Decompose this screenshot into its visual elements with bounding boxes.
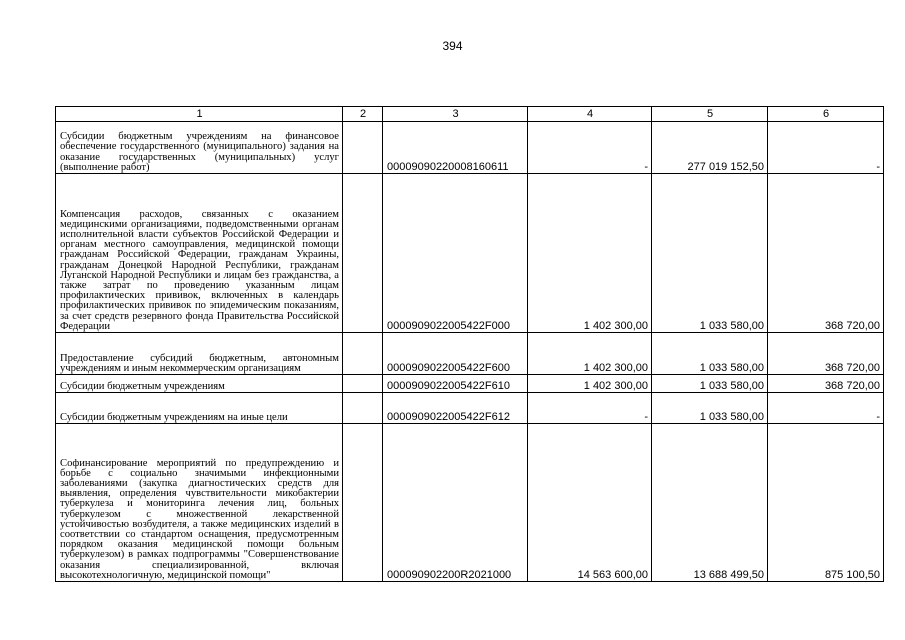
table-header-row bbox=[56, 107, 884, 122]
row-value-5: 1 033 580,00 bbox=[652, 375, 768, 393]
column-header: 2 bbox=[343, 107, 383, 122]
column-header: 4 bbox=[528, 107, 652, 122]
row-code: 000090902200R2021000 bbox=[383, 424, 528, 582]
row-name: Субсидии бюджетным учреждениям на финансовое обеспечение государственного (муниципального) задания на оказание государственных (муниципальных) услуг (выполнение работ) bbox=[56, 122, 343, 174]
table-row bbox=[56, 424, 884, 582]
row-value-4: - bbox=[528, 393, 652, 424]
row-value-5: 13 688 499,50 bbox=[652, 424, 768, 582]
row-value-5: 1 033 580,00 bbox=[652, 393, 768, 424]
row-name: Предоставление субсидий бюджетным, автономным учреждениям и иным некоммерческим организациям bbox=[56, 333, 343, 375]
column-header: 6 bbox=[768, 107, 884, 122]
row-value-6: - bbox=[768, 122, 884, 174]
row-code: 0000909022005422F610 bbox=[383, 375, 528, 393]
column-header: 3 bbox=[383, 107, 528, 122]
row-name: Компенсация расходов, связанных с оказанием медицинскими организациями, подведомственными органам исполнительной власти субъектов Российской Федерации и органам местного самоуправления, медицинской помощи гражданам Российской Федерации, гражданам Украины, гражданам Донецкой Народной Республики, гражданам Луганской Народной Республики и лицам без гражданства, а также затрат по проведению указанным лицам профилактических прививок, включенных в календарь профилактических прививок по эпидемическим показаниям, за счет средств резервного фонда Правительства Российской Федерации bbox=[56, 174, 343, 333]
row-name: Софинансирование мероприятий по предупреждению и борьбе с социально значимыми инфекционными заболеваниями (закупка диагностических средств для выявления, определения чувствительности микобактерии туберкулеза и мониторинга лечения лиц, больных туберкулезом с множественной лекарственной устойчивостью возбудителя, а также медицинских изделий в соответствии со стандартом оснащения, предусмотренным порядком оказания медицинской помощи больным туберкулезом) в рамках подпрограммы "Совершенствование оказания специализированной, включая высокотехнологичную, медицинской помощи" bbox=[56, 424, 343, 582]
row-value-5: 1 033 580,00 bbox=[652, 333, 768, 375]
table-row bbox=[56, 375, 884, 393]
table-row bbox=[56, 174, 884, 333]
row-code: 0000909022005422F000 bbox=[383, 174, 528, 333]
row-name: Субсидии бюджетным учреждениям на иные цели bbox=[56, 393, 343, 424]
row-code: 0000909022005422F600 bbox=[383, 333, 528, 375]
row-col2 bbox=[343, 424, 383, 582]
row-value-6: - bbox=[768, 393, 884, 424]
row-col2 bbox=[343, 375, 383, 393]
row-value-6: 368 720,00 bbox=[768, 174, 884, 333]
table-row bbox=[56, 333, 884, 375]
row-value-5: 277 019 152,50 bbox=[652, 122, 768, 174]
page-number: 394 bbox=[442, 39, 463, 53]
row-col2 bbox=[343, 333, 383, 375]
row-value-6: 368 720,00 bbox=[768, 333, 884, 375]
row-name: Субсидии бюджетным учреждениям bbox=[56, 375, 343, 393]
row-value-4: 1 402 300,00 bbox=[528, 174, 652, 333]
budget-table bbox=[55, 106, 884, 582]
row-col2 bbox=[343, 174, 383, 333]
row-value-6: 368 720,00 bbox=[768, 375, 884, 393]
row-value-4: - bbox=[528, 122, 652, 174]
row-code: 0000909022005422F612 bbox=[383, 393, 528, 424]
row-code: 00009090220008160611 bbox=[383, 122, 528, 174]
row-value-6: 875 100,50 bbox=[768, 424, 884, 582]
table-row bbox=[56, 122, 884, 174]
row-value-4: 1 402 300,00 bbox=[528, 333, 652, 375]
column-header: 1 bbox=[56, 107, 343, 122]
column-header: 5 bbox=[652, 107, 768, 122]
row-value-4: 1 402 300,00 bbox=[528, 375, 652, 393]
table-row bbox=[56, 393, 884, 424]
row-col2 bbox=[343, 393, 383, 424]
row-col2 bbox=[343, 122, 383, 174]
row-value-5: 1 033 580,00 bbox=[652, 174, 768, 333]
row-value-4: 14 563 600,00 bbox=[528, 424, 652, 582]
